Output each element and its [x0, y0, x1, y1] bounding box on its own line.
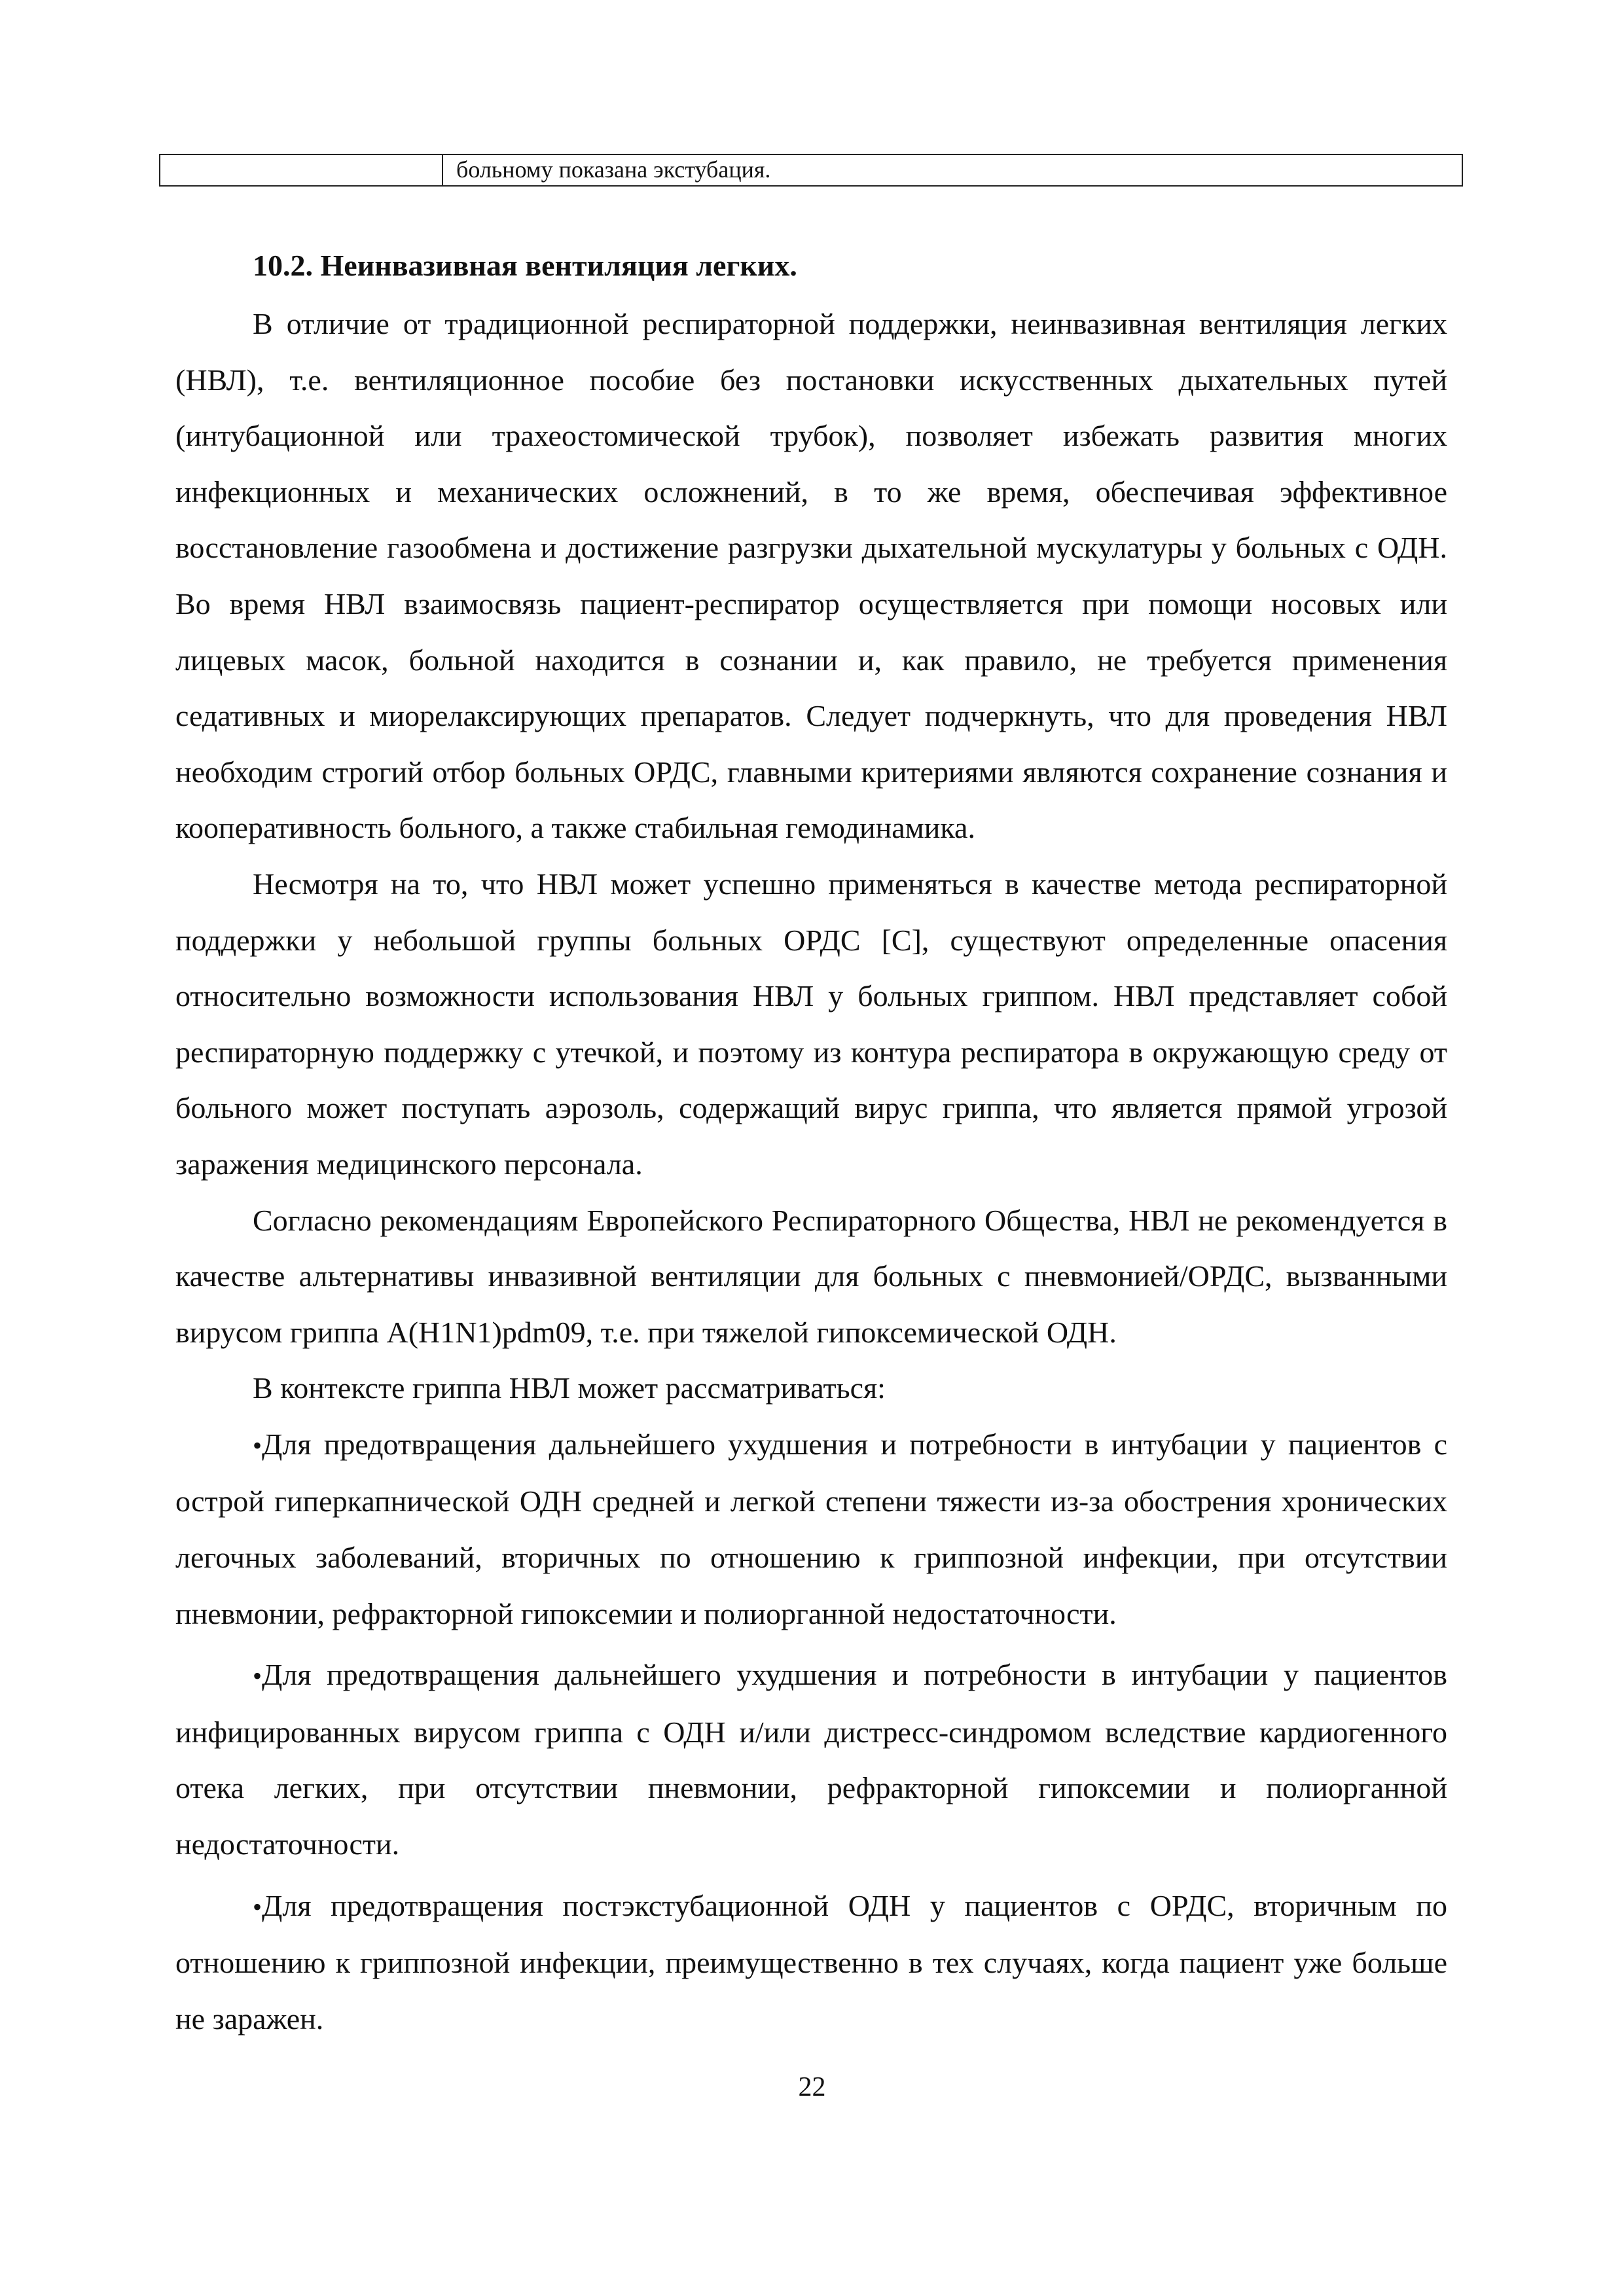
bullet-item — [175, 1647, 1447, 1872]
paragraph: В отличие от традиционной респираторной поддержки, неинвазивная вентиляция легких (НВЛ), т.е. вентиляционное пособие без постановки искусственных дыхательных путей (интубационной или трахеостомической трубок), позволяет избежать развития многих инфекционных и механических осложнений, в то же время, обеспечивая эффективное восстановление газообмена и достижение разгрузки дыхательной мускулатуры у больных с ОДН. Во время НВЛ взаимосвязь пациент-респиратор осуществляется при помощи носовых или лицевых масок, больной находится в сознании и, как правило, не требуется применения седативных и миорелаксирующих препаратов. Следует подчеркнуть, что для проведения НВЛ необходим строгий отбор больных ОРДС, главными критериями являются сохранение сознания и кооперативность больного, а также стабильная гемодинамика. — [175, 307, 1447, 845]
table-fragment — [159, 154, 1463, 187]
bullet-item — [175, 1416, 1447, 1641]
paragraph: Несмотря на то, что НВЛ может успешно применяться в качестве метода респираторной поддержки у небольшой группы больных ОРДС [С], существуют определенные опасения относительно возможности использования НВЛ у больных гриппом. НВЛ представляет собой респираторную поддержку с утечкой, и поэтому из контура респиратора в окружающую среду от больного может поступать аэрозоль, содержащий вирус гриппа, что является прямой угрозой заражения медицинского персонала. — [175, 867, 1447, 1181]
section-content — [175, 242, 1447, 2052]
bullet-item — [175, 1878, 1447, 2047]
bullet-text: Для предотвращения дальнейшего ухудшения и потребности в интубации у пациентов инфицированных вирусом гриппа с ОДН и/или дистресс-синдромом вследствие кардиогенного отека легких, при отсутствии пневмонии, рефракторной гипоксемии и полиорганной недостаточности. — [175, 1658, 1447, 1861]
page-number: 22 — [798, 2072, 826, 2102]
paragraph: В контексте гриппа НВЛ может рассматриваться: — [253, 1371, 886, 1405]
table-cell-text: больному показана экстубация. — [456, 156, 771, 183]
bullet-text: Для предотвращения постэкстубационной ОДН у пациентов с ОРДС, вторичным по отношению к гриппозной инфекции, преимущественно в тех случаях, когда пациент уже больше не заражен. — [175, 1888, 1447, 2036]
bullet-icon: • — [253, 1430, 262, 1460]
paragraph: Согласно рекомендациям Европейского Респираторного Общества, НВЛ не рекомендуется в качестве альтернативы инвазивной вентиляции для больных с пневмонией/ОРДС, вызванными вирусом гриппа A(H1N1)pdm09, т.е. при тяжелой гипоксемической ОДН. — [175, 1203, 1447, 1349]
bullet-icon: • — [253, 1661, 262, 1691]
section-heading: 10.2. Неинвазивная вентиляция легких. — [253, 249, 797, 282]
bullet-text: Для предотвращения дальнейшего ухудшения и потребности в интубации у пациентов с острой гиперкапнической ОДН средней и легкой степени тяжести из-за обострения хронических легочных заболеваний, вторичных по отношению к гриппозной инфекции, при отсутствии пневмонии, рефракторной гипоксемии и полиорганной недостаточности. — [175, 1427, 1447, 1630]
table-cell-empty — [160, 155, 443, 185]
bullet-icon: • — [253, 1892, 262, 1922]
